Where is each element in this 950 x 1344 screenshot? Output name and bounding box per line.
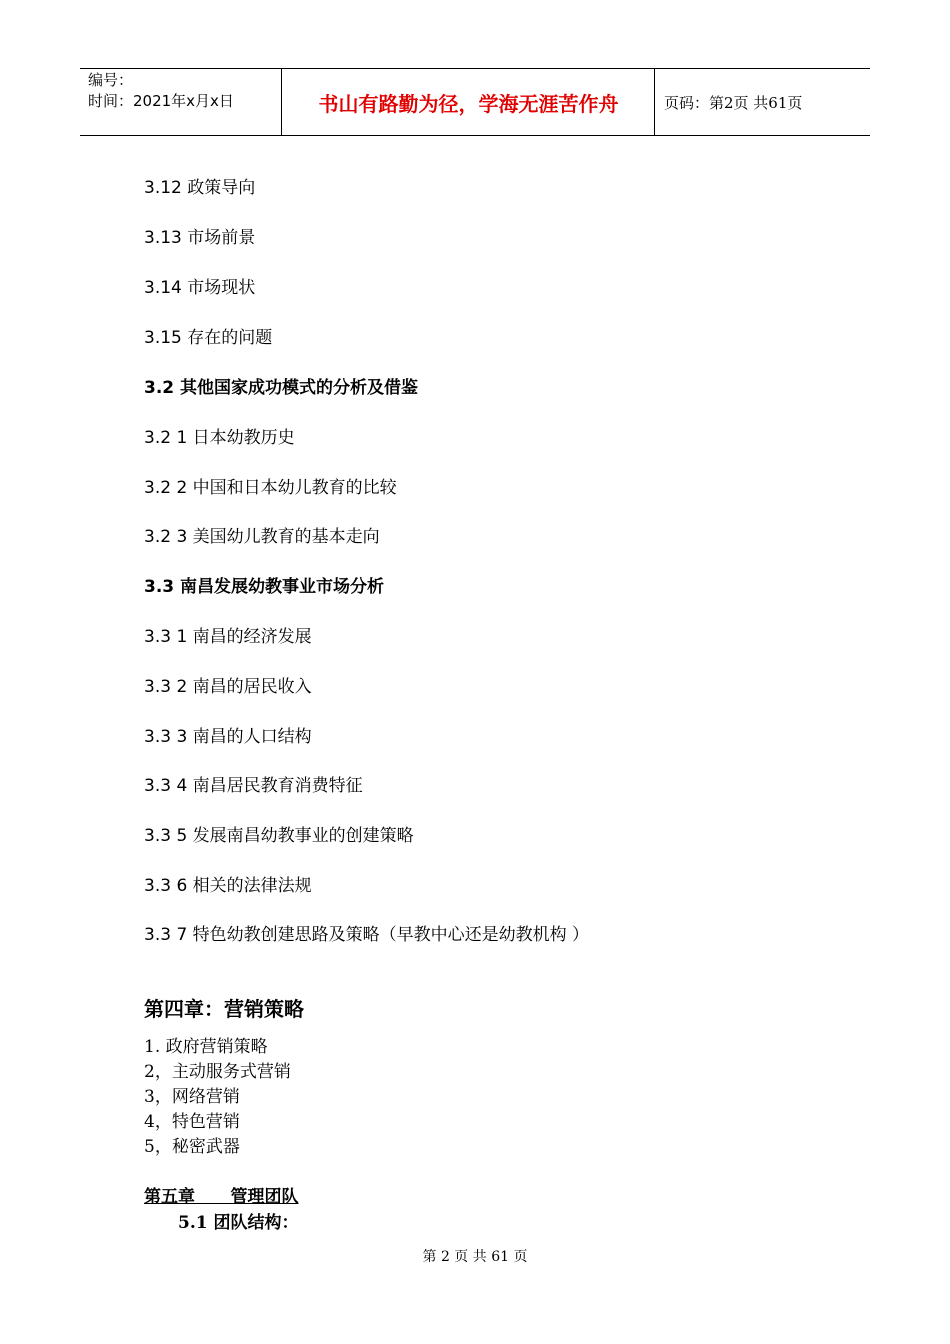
number-label: 编号： <box>88 71 134 89</box>
marketing-item: 1. 政府营销策略 <box>144 1037 268 1057</box>
header-top-rule <box>80 68 870 69</box>
toc-item: 3.3 1 南昌的经济发展 <box>144 627 312 647</box>
page-footer: 第 2 页 共 61 页 <box>422 1249 528 1265</box>
toc-item: 3.3 2 南昌的居民收入 <box>144 677 312 697</box>
chapter-4-title: 第四章：营销策略 <box>144 997 304 1021</box>
toc-item: 3.12 政策导向 <box>144 178 256 198</box>
toc-item: 3.15 存在的问题 <box>144 328 273 348</box>
header-page-info: 页码：第2页 共61页 <box>664 94 803 112</box>
header-motto: 书山有路勤为径，学海无涯苦作舟 <box>318 92 619 116</box>
header-left-cell <box>88 70 234 112</box>
toc-item: 3.3 7 特色幼教创建思路及策略（早教中心还是幼教机构 ） <box>144 925 590 945</box>
marketing-item: 2，主动服务式营销 <box>144 1062 291 1082</box>
toc-item: 3.13 市场前景 <box>144 228 256 248</box>
section-5-1-title: 5.1 团队结构： <box>178 1213 299 1233</box>
marketing-item: 5，秘密武器 <box>144 1137 240 1157</box>
toc-item: 3.2 3 美国幼儿教育的基本走向 <box>144 527 380 547</box>
toc-section-heading: 3.2 其他国家成功模式的分析及借鉴 <box>144 378 419 398</box>
marketing-item: 4，特色营销 <box>144 1112 240 1132</box>
toc-section-heading: 3.3 南昌发展幼教事业市场分析 <box>144 577 385 597</box>
toc-item: 3.3 4 南昌居民教育消费特征 <box>144 776 363 796</box>
chapter-5-title: 第五章 管理团队 <box>144 1187 299 1207</box>
header-bottom-rule <box>80 135 870 136</box>
toc-item: 3.2 1 日本幼教历史 <box>144 428 295 448</box>
toc-item: 3.3 6 相关的法律法规 <box>144 876 312 896</box>
marketing-item: 3，网络营销 <box>144 1087 240 1107</box>
toc-item: 3.14 市场现状 <box>144 278 256 298</box>
toc-item: 3.3 3 南昌的人口结构 <box>144 727 312 747</box>
toc-item: 3.2 2 中国和日本幼儿教育的比较 <box>144 478 397 498</box>
toc-item: 3.3 5 发展南昌幼教事业的创建策略 <box>144 826 414 846</box>
date-label: 时间：2021年x月x日 <box>88 92 234 110</box>
